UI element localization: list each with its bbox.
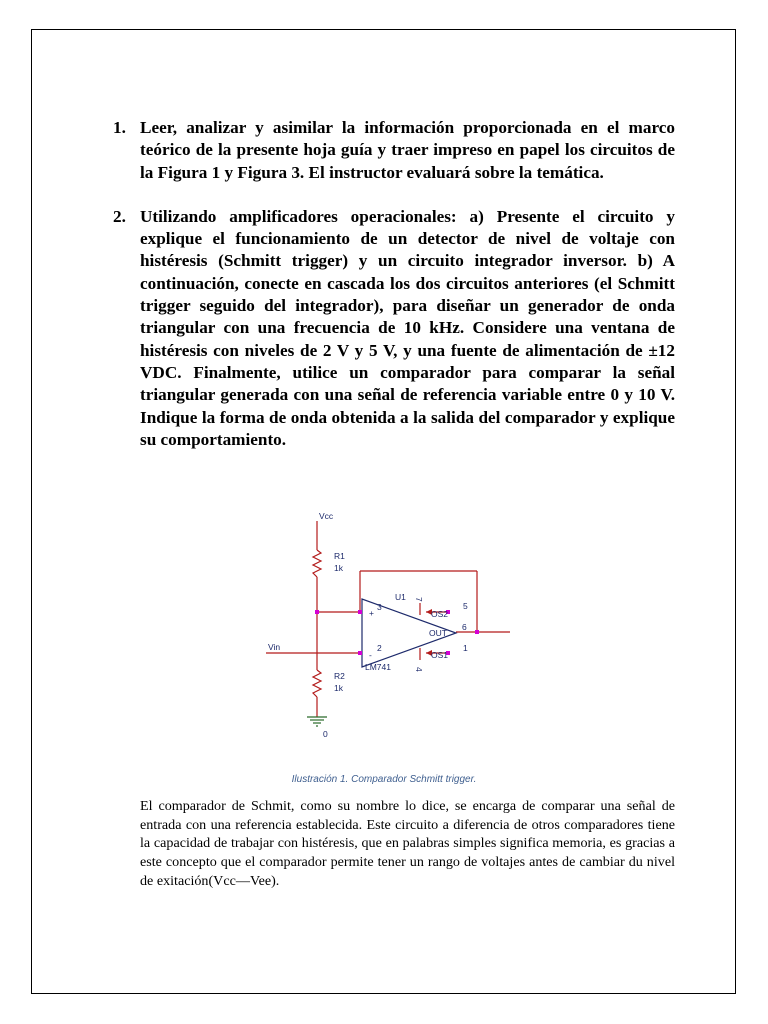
list-item-number: 1. bbox=[113, 118, 126, 137]
node-dot bbox=[475, 630, 479, 634]
r2-value: 1k bbox=[334, 683, 343, 693]
pin-6-label: 6 bbox=[462, 622, 467, 632]
pin-4-label: 4 bbox=[414, 667, 424, 672]
ground-label: 0 bbox=[323, 729, 328, 739]
r1-name: R1 bbox=[334, 551, 345, 561]
pin-3-label: 3 bbox=[377, 602, 382, 612]
list-item bbox=[113, 206, 675, 451]
node-dot bbox=[315, 610, 319, 614]
vin-label: Vin bbox=[268, 642, 281, 652]
list-item-text: Leer, analizar y asimilar la información proporcionada en el marco teórico de la presente hoja guía y traer impreso en papel los circuitos de la Figura 1 y Figura 3. El instructor evaluará sobre la temática. bbox=[140, 118, 675, 182]
list-item-text: Utilizando amplificadores operacionales: a) Presente el circuito y explique el funcionamiento de un detector de nivel de voltaje con histéresis (Schmitt trigger) y un circuito integrador inversor. b) A continuación, conecte en cascada los dos circuitos anteriores (el Schmitt trigger seguido del integrador), para diseñar un generador de onda triangular con una frecuencia de 10 kHz. Considere una ventana de histéresis con niveles de 2 V y 5 V, y una fuente de alimentación de ±12 VDC. Finalmente, utilice un comparador para comparar la señal triangular generada con una señal de referencia variable entre 0 y 10 V. Indique la forma de onda obtenida a la salida del comparador y explique su comportamiento. bbox=[140, 206, 675, 449]
minus-sign: - bbox=[369, 650, 372, 660]
node-dot bbox=[358, 610, 362, 614]
vcc-label: Vcc bbox=[319, 511, 334, 521]
list-item bbox=[113, 117, 675, 184]
figure-caption: Ilustración 1. Comparador Schmitt trigger. bbox=[291, 774, 477, 785]
pin-5-label: 5 bbox=[463, 601, 468, 611]
schmitt-trigger-schematic bbox=[250, 505, 520, 745]
resistor-r1 bbox=[313, 550, 321, 577]
body-paragraph: El comparador de Schmit, como su nombre lo dice, se encarga de comparar una señal de entrada con una referencia establecida. Este circuito a diferencia de otros comparadores tiene la capacidad de trabajar con histéresis, que en palabras simples significa memoria, es gracias a este concepto que el comparador permite tener un rango de voltajes antes de cambiar du nivel de exitación(Vcc—Vee). bbox=[140, 798, 675, 889]
out-label: OUT bbox=[429, 628, 447, 638]
resistor-r2 bbox=[313, 670, 321, 697]
os2-label: OS2 bbox=[431, 609, 449, 619]
ground-icon bbox=[307, 717, 327, 726]
pin-1-label: 1 bbox=[463, 643, 468, 653]
r2-name: R2 bbox=[334, 671, 345, 681]
pin-2-label: 2 bbox=[377, 643, 382, 653]
plus-sign: + bbox=[369, 608, 374, 618]
instruction-list bbox=[113, 117, 675, 451]
opamp-name: U1 bbox=[395, 592, 406, 602]
opamp-model: LM741 bbox=[365, 662, 391, 672]
pin-7-label: 7 bbox=[414, 597, 424, 602]
os1-label: OS1 bbox=[431, 650, 449, 660]
list-item-number: 2. bbox=[113, 206, 126, 226]
node-dot bbox=[358, 651, 362, 655]
r1-value: 1k bbox=[334, 563, 343, 573]
